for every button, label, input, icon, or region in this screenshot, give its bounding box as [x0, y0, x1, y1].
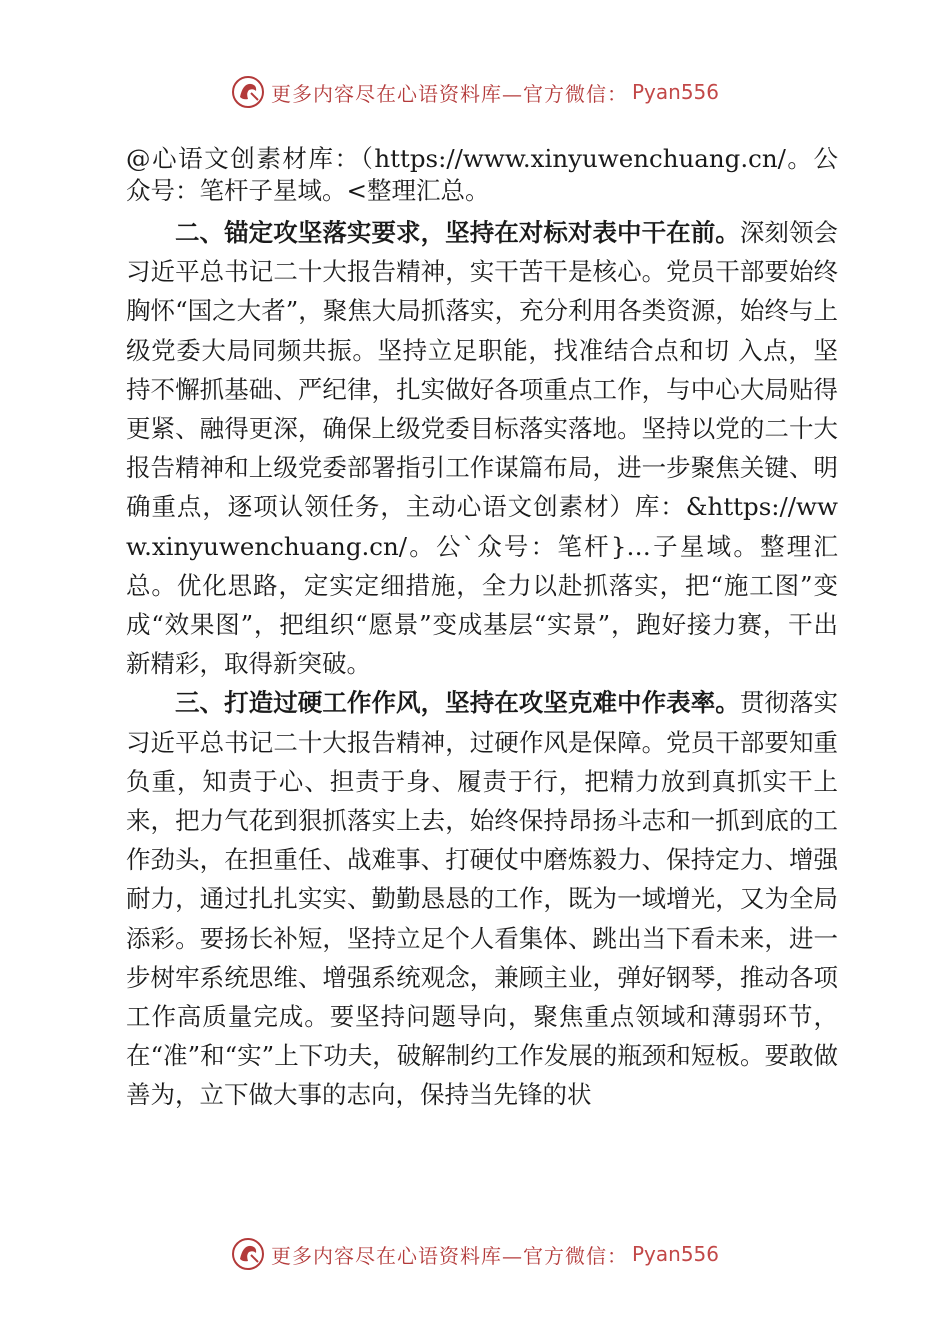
- fox-seal-logo-icon: [231, 75, 265, 109]
- fox-seal-logo-icon: [231, 1237, 265, 1271]
- intro-line: @心语文创素材库：（https://www.xinyuwenchuang.cn/。公众号：笔杆子星域。<整理汇总。: [126, 144, 838, 205]
- section-3-paragraph: [126, 683, 838, 1114]
- footer-watermark: [0, 1234, 950, 1274]
- section-2-heading: 二、锚定攻坚落实要求，坚持在对标对表中干在前。: [175, 218, 740, 247]
- header-watermark: [0, 72, 950, 112]
- watermark-site-text: 更多内容尽在心语资料库—官方微信：: [270, 81, 628, 106]
- watermark-site-text: 更多内容尽在心语资料库—官方微信：: [270, 1243, 628, 1268]
- watermark-wechat-id: Pyan556: [631, 1242, 719, 1266]
- section-2-text: 深刻领会习近平总书记二十大报告精神，实干苦干是核心。党员干部要始终胸怀“国之大者”，聚焦大局抓落实，充分利用各类资源，始终与上级党委大局同频共振。坚持立足职能，找准结合点和切 入点，坚持不懈抓基础、严纪律，扎实做好各项重点工作，与中心大局贴得更紧、融得更深，确保上级党委目标落实落地。坚持以党的二十大报告精神和上级党委部署指引工作谋篇布局，进一步聚焦关键、明确重点，逐项认领任务，主动心语文创素材）库：&https://www.xinyuwenchuang.cn/。公`众号：笔杆}…子星域。整理汇总。优化思路，定实定细措施，全力以赴抓落实，把“施工图”变成“效果图”，把组织“愿景”变成基层“实景”，跑好接力赛，干出新精彩，取得新突破。: [126, 218, 839, 679]
- section-3-text: 贯彻落实习近平总书记二十大报告精神，过硬作风是保障。党员干部要知重负重，知责于心、担责于身、履责于行，把精力放到真抓实干上来，把力气花到狠抓落实上去，始终保持昂扬斗志和一抓到底的工作劲头，在担重任、战难事、打硬仗中磨炼毅力、保持定力、增强耐力，通过扎扎实实、勤勤恳恳的工作，既为一域增光，又为全局添彩。要扬长补短，坚持立足个人看集体、跳出当下看未来，进一步树牢系统思维、增强系统观念，兼顾主业，弹好钢琴，推动各项工作高质量完成。要坚持问题导向，聚焦重点领域和薄弱环节，在“准”和“实”上下功夫，破解制约工作发展的瓶颈和短板。要敢做善为，立下做大事的志向，保持当先锋的状: [126, 688, 839, 1110]
- watermark-wechat-id: Pyan556: [631, 80, 719, 104]
- section-3-heading: 三、打造过硬工作作风，坚持在攻坚克难中作表率。: [175, 688, 740, 718]
- document-body: [126, 143, 838, 1115]
- section-2-paragraph: [126, 213, 838, 683]
